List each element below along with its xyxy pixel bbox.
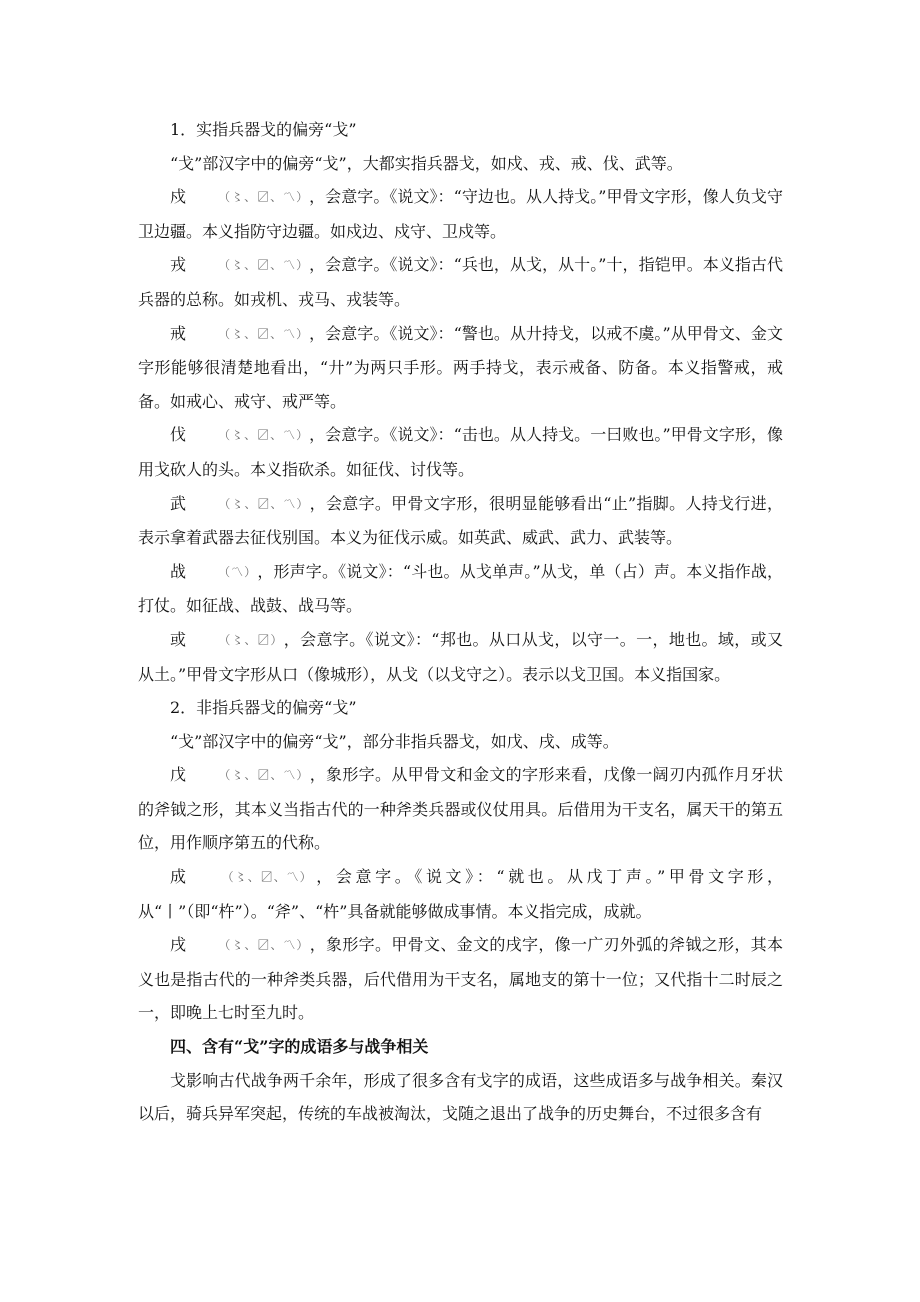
paragraph-xu (138, 928, 783, 1030)
paragraph-shu (138, 180, 783, 248)
paragraph-text: ，象形字。从甲骨文和金文的字形来看，戊像一阔刃内孤作月牙状的斧钺之形，其本义当指古代的一种斧类兵器或仪仗用具。后借用为干支名，属天干的第五位，用作顺序第五的代称。 (138, 765, 783, 853)
ancient-script-glyphs: （〻、〼、〽） (218, 428, 310, 443)
paragraph-zhan (138, 555, 783, 623)
paragraph-section-4: 戈影响古代战争两千余年，形成了很多含有戈字的成语，这些成语多与战争相关。秦汉以后，骑兵异军突起，传统的车战被淘汰，戈随之退出了战争的历史舞台，不过很多含有 (138, 1070, 783, 1124)
paragraph-text: ，会意字。甲骨文字形，很明显能够看出“止”指脚。人持戈行进，表示拿着武器去征伐别国。本义为征伐示威。如英武、威武、武力、武装等。 (138, 493, 783, 548)
char-wu: 武 (170, 493, 187, 513)
document-body (138, 113, 783, 1131)
paragraph-intro-1: “戈”部汉字中的偏旁“戈”，大都实指兵器戈，如戍、戎、戒、伐、武等。 (170, 153, 683, 173)
paragraph-huo (138, 623, 783, 691)
paragraph-rong (138, 248, 783, 316)
paragraph-text: ，会意字。《说文》：“兵也，从戈，从十。”十，指铠甲。本义指古代兵器的总称。如戎机、戎马、戎装等。 (138, 255, 783, 309)
paragraph-intro-2: “戈”部汉字中的偏旁“戈”，部分非指兵器戈，如戊、戌、成等。 (170, 731, 619, 751)
ancient-script-glyphs: （〻、〼、〽） (218, 768, 310, 783)
ancient-script-glyphs: （〻、〼、〽） (218, 496, 310, 511)
char-rong: 戎 (170, 255, 187, 275)
paragraph-wu (138, 487, 783, 555)
ancient-script-glyphs: （〻、〼、〽） (218, 190, 310, 205)
char-huo: 或 (170, 629, 187, 649)
ancient-script-glyphs: （〻、〼、〽） (218, 258, 310, 273)
char-xu: 戌 (170, 935, 187, 955)
paragraph-wu5 (138, 758, 783, 860)
paragraph-text: ，会意字。《说文》：“守边也。从人持戈。”甲骨文字形，像人负戈守卫边疆。本义指防守边疆。如戍边、戍守、卫戍等。 (138, 187, 783, 241)
subheading-1: 1．实指兵器戈的偏旁“戈” (170, 120, 357, 139)
paragraph-text: ，会意字。《说文》：“邦也。从口从戈，以守一。一，地也。域，或又从土。”甲骨文字形从口（像城形），从戈（以戈守之）。表示以戈卫国。本义指国家。 (138, 629, 783, 684)
paragraph-text: ，象形字。甲骨文、金文的戌字，像一广刃外弧的斧钺之形，其本义也是指古代的一种斧类兵器，后代借用为干支名，属地支的第十一位；又代指十二时辰之一，即晚上七时至九时。 (138, 935, 783, 1023)
char-fa: 伐 (170, 425, 187, 445)
char-wu5: 戊 (170, 765, 187, 785)
paragraph-text: ，会意字。《说文》：“警也。从廾持戈，以戒不虞。”从甲骨文、金文字形能够很清楚地看出，“廾”为两只手形。两手持戈，表示戒备、防备。本义指警戒，戒备。如戒心、戒守、戒严等。 (138, 323, 783, 411)
char-jie: 戒 (170, 323, 187, 343)
char-zhan: 战 (170, 561, 187, 581)
ancient-script-glyphs: （〻、〼、〽） (218, 938, 310, 953)
paragraph-jie (138, 317, 783, 419)
ancient-script-glyphs: （〻、〼） (218, 632, 284, 647)
paragraph-text: ，会意字。《说文》：“击也。从人持戈。一曰败也。”甲骨文字形，像用戈砍人的头。本义指砍杀。如征伐、讨伐等。 (138, 425, 783, 479)
paragraph-text: ，会意字。《说文》：“就也。从戊丁声。”甲骨文字形，从“丨”（即“杵”）。“斧”、“杵”具备就能够做成事情。本义指完成，成就。 (138, 867, 783, 921)
paragraph-cheng (138, 860, 783, 928)
char-cheng: 成 (170, 867, 190, 887)
ancient-script-glyphs: （〽） (218, 564, 258, 579)
subheading-2: 2．非指兵器戈的偏旁“戈” (170, 698, 357, 718)
char-shu: 戍 (170, 187, 187, 207)
ancient-script-glyphs: （〻、〼、〽） (218, 326, 310, 341)
ancient-script-glyphs: （〻、〼、〽） (221, 870, 313, 885)
section-heading-4: 四、含有“戈”字的成语多与战争相关 (170, 1037, 429, 1057)
paragraph-text: ，形声字。《说文》：“斗也。从戈单声。”从戈，单（占）声。本义指作战，打仗。如征战、战鼓、战马等。 (138, 561, 783, 616)
paragraph-fa (138, 418, 783, 486)
